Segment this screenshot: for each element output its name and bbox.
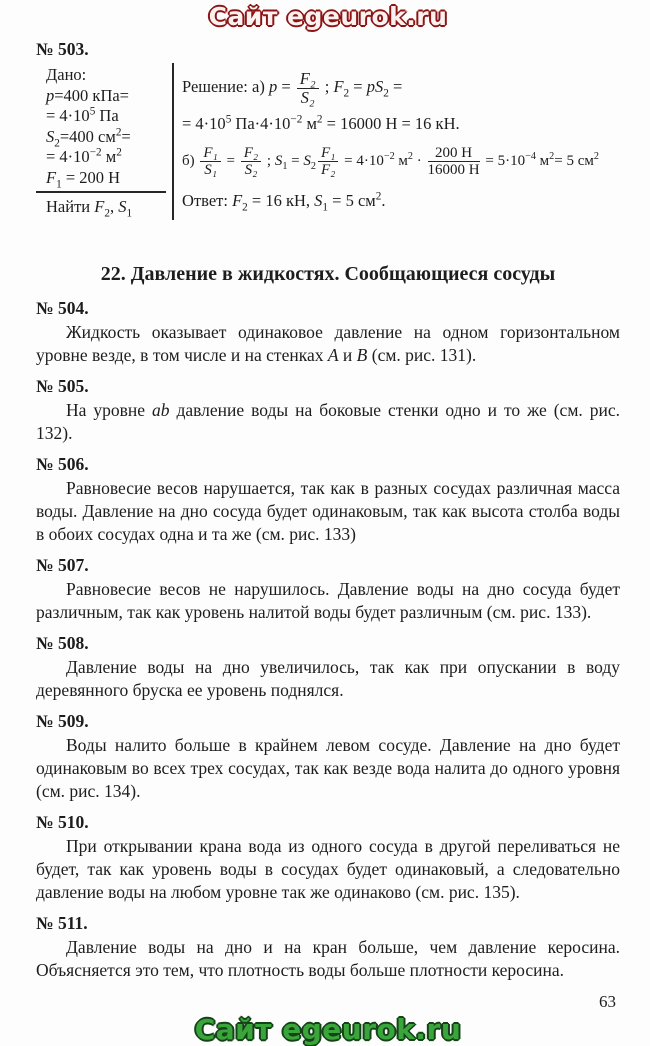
section-title: 22. Давление в жидкостях. Сообщающиеся сосуды — [100, 262, 556, 285]
problem-number: № 509. — [36, 710, 89, 731]
site-watermark-bottom: Сайт egeurok.ru — [194, 1012, 462, 1046]
problem-answer-text: Равновесие весов нарушается, так как в разных сосудах различная масса воды. Давление на дно сосуда будет одинаковым, так как высота столба воды в обоих сосудах одна и та же (см. рис. 133) — [36, 477, 620, 544]
given-line: $S_2=400$ $см^2=$ — [46, 126, 131, 149]
problem-number: № 506. — [36, 453, 89, 474]
problem-507 — [36, 554, 620, 624]
problem-answer-text: При открывании крана вода из одного сосуда в другой переливаться не будет, так как уровень воды в сосудах будет одинаковый, а следовательно давление воды на любом уровне так же одинаково (см. рис. 135). — [36, 835, 620, 902]
problem-answer-text: Жидкость оказывает одинаковое давление на одном горизонтальном уровне везде, в том числе и на стенках А и В (см. рис. 131). — [36, 321, 620, 365]
solution-line-b: б) $\frac{\text{F₁}}{\text{S₁}}$ = $\frac{\text{F₂}}{\text{S₂}}$ ; $S_1 = S_2$ $\frac{\text{F₁}}{\text{F₂}}$ = $4\cdot 10^{-2}$ $м^2$ · $\frac{200 Н}{16000 Н}$ = $5\cdot 10^{-4}$ $м^2= 5$ $см^2$ — [182, 144, 599, 179]
given-line: $F_1 = 200$ Н — [46, 167, 121, 190]
problem-511 — [36, 912, 620, 982]
problem-503-worktable — [40, 63, 620, 220]
find-row: Найти $F_2$, $S_1$ — [46, 197, 133, 220]
given-line: = $4\cdot 10^{-2}$ $м^2$ — [46, 146, 122, 166]
problem-answer-text: На уровне ab давление воды на боковые стенки одно и то же (см. рис. 132). — [36, 399, 620, 443]
problem-answer-text: Равновесие весов не нарушилось. Давление воды на дно сосуда будет различным, так как уровень налитой воды будет различным (см. рис. 133). — [36, 578, 620, 622]
given-column — [40, 63, 174, 220]
problem-508 — [36, 632, 620, 702]
fraction: $\frac{\text{F₂}}{\text{S₂}}$ — [241, 145, 261, 179]
problem-509 — [36, 710, 620, 803]
given-main — [36, 65, 166, 193]
problem-number: № 504. — [36, 297, 89, 318]
problem-answer-text: Давление воды на дно увеличилось, так как при опускании в воду деревянного бруска ее уровень поднялся. — [36, 656, 620, 700]
problem-number: № 505. — [36, 375, 89, 396]
problem-answer-text: Воды налито больше в крайнем левом сосуде. Давление на дно будет одинаковым во всех трех сосудах, так как везде вода налита до одного уровня (см. рис. 134). — [36, 734, 620, 801]
solution-line-a: Решение: а) p = $\frac{\text{F₂}}{\text{S₂}}$ ; $F_2 = pS_2$ = — [182, 68, 403, 107]
problem-number: № 507. — [36, 554, 89, 575]
solution-line-a2: = $4\cdot 10^5$ $Па\cdot 4\cdot 10^{-2}$ $м^2 = 16000$ Н = 16 кН. — [182, 113, 460, 133]
given-label: Дано: — [46, 65, 87, 84]
solution-answer-line: Ответ: $F_2 = 16$ кН, $S_1 = 5$ $см^2$. — [182, 190, 386, 214]
problem-number: № 510. — [36, 811, 89, 832]
fraction: $\frac{200 Н}{16000 Н}$ — [427, 144, 480, 179]
given-line: = $4\cdot 10^5$ Па — [46, 105, 119, 125]
fraction: $\frac{\text{F₁}}{\text{F₂}}$ — [318, 145, 338, 179]
given-line: p=400 кПа= — [46, 85, 129, 105]
fraction: $\frac{\text{F₁}}{\text{S₁}}$ — [200, 145, 220, 179]
problem-503-number: № 503. — [36, 39, 89, 59]
problem-504 — [36, 297, 620, 367]
problem-number: № 508. — [36, 632, 89, 653]
site-watermark-top: Сайт egeurok.ru — [208, 2, 448, 31]
problem-505 — [36, 375, 620, 445]
fraction: $\frac{\text{F₂}}{\text{S₂}}$ — [297, 70, 319, 107]
page-number: 63 — [599, 991, 616, 1011]
problem-510 — [36, 811, 620, 904]
problem-506 — [36, 453, 620, 546]
problem-number: № 511. — [36, 912, 88, 933]
problem-answer-text: Давление воды на дно и на кран больше, чем давление керосина. Объясняется это тем, что плотность воды больше плотности керосина. — [36, 936, 620, 980]
solution-column — [174, 63, 620, 220]
